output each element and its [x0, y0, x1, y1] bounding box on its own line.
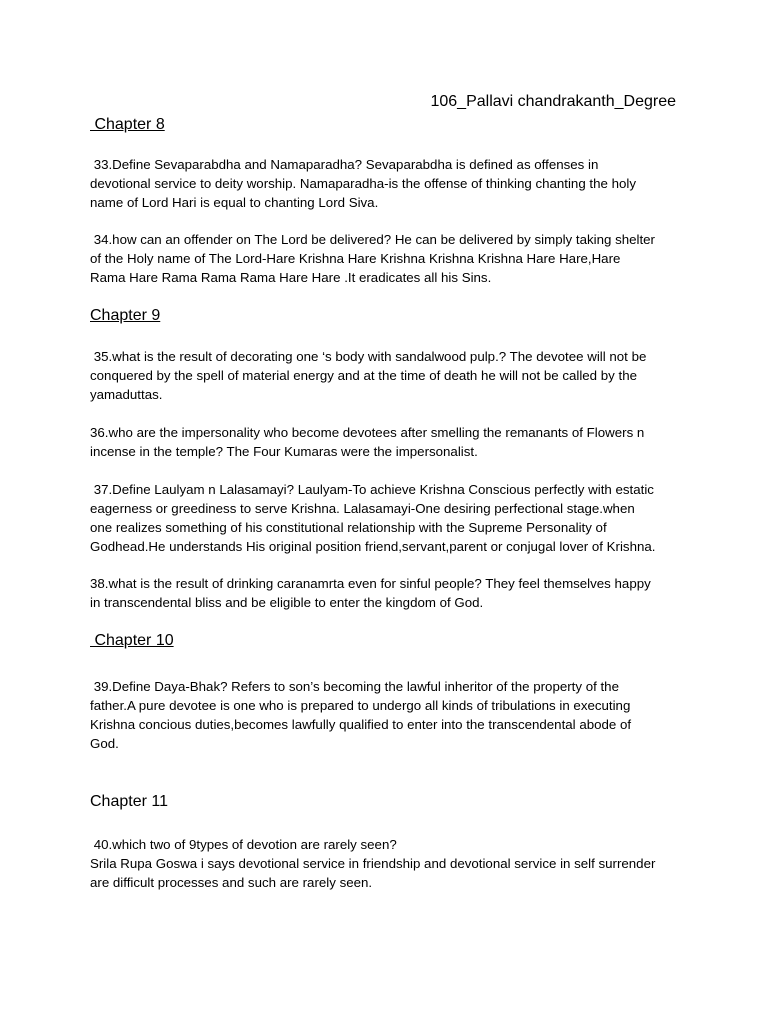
paragraph-line: 39.Define Daya-Bhak? Refers to son’s becoming the lawful inheritor of the property of the: [90, 679, 619, 694]
question-paragraph: [90, 835, 680, 892]
question-paragraph: [90, 230, 680, 287]
question-paragraph: [90, 347, 680, 404]
paragraph-line: Godhead.He understands His original position friend,servant,parent or conjugal lover of Krishna.: [90, 539, 656, 554]
paragraph-line: 38.what is the result of drinking caranamrta even for sinful people? They feel themselves happy: [90, 576, 651, 591]
paragraph-line: 34.how can an offender on The Lord be delivered? He can be delivered by simply taking shelter: [90, 232, 655, 247]
paragraph-line: 40.which two of 9types of devotion are rarely seen?: [90, 837, 397, 852]
chapter-heading: Chapter 8: [90, 116, 165, 133]
paragraph-line: 35.what is the result of decorating one ‘s body with sandalwood pulp.? The devotee will not be: [90, 349, 647, 364]
question-paragraph: [90, 677, 680, 753]
paragraph-line: of the Holy name of The Lord-Hare Krishna Hare Krishna Krishna Krishna Hare Hare,Hare: [90, 251, 621, 266]
paragraph-line: devotional service to deity worship. Namaparadha-is the offense of thinking chanting the holy: [90, 176, 636, 191]
chapter-heading: Chapter 9: [90, 307, 161, 324]
paragraph-line: Krishna concious duties,becomes lawfully qualified to enter into the transcendental abode of: [90, 717, 632, 732]
chapter-heading: Chapter 11: [90, 793, 168, 810]
paragraph-line: conquered by the spell of material energy and at the time of death he will not be called by the: [90, 368, 637, 383]
author-header: 106_Pallavi chandrakanth_Degree: [430, 93, 676, 110]
paragraph-line: incense in the temple? The Four Kumaras were the impersonalist.: [90, 444, 478, 459]
paragraph-line: 36.who are the impersonality who become devotees after smelling the remanants of Flowers n: [90, 425, 645, 440]
paragraph-line: eagerness or greediness to serve Krishna. Lalasamayi-One desiring perfectional stage.when: [90, 501, 635, 516]
paragraph-line: God.: [90, 736, 119, 751]
question-paragraph: [90, 480, 680, 556]
paragraph-line: are difficult processes and such are rarely seen.: [90, 875, 373, 890]
question-paragraph: [90, 574, 680, 612]
paragraph-line: father.A pure devotee is one who is prepared to undergo all kinds of tribulations in executing: [90, 698, 631, 713]
paragraph-line: Srila Rupa Goswa i says devotional service in friendship and devotional service in self surrender: [90, 856, 656, 871]
paragraph-line: in transcendental bliss and be eligible to enter the kingdom of God.: [90, 595, 484, 610]
paragraph-line: 37.Define Laulyam n Lalasamayi? Laulyam-To achieve Krishna Conscious perfectly with estatic: [90, 482, 654, 497]
paragraph-line: name of Lord Hari is equal to chanting Lord Siva.: [90, 195, 379, 210]
paragraph-line: 33.Define Sevaparabdha and Namaparadha? Sevaparabdha is defined as offenses in: [90, 157, 599, 172]
paragraph-line: Rama Hare Rama Rama Rama Hare Hare .It eradicates all his Sins.: [90, 270, 492, 285]
chapter-heading: Chapter 10: [90, 632, 174, 649]
paragraph-line: one realizes something of his constitutional relationship with the Supreme Personality of: [90, 520, 607, 535]
question-paragraph: [90, 423, 680, 461]
question-paragraph: [90, 155, 680, 212]
paragraph-line: yamaduttas.: [90, 387, 163, 402]
